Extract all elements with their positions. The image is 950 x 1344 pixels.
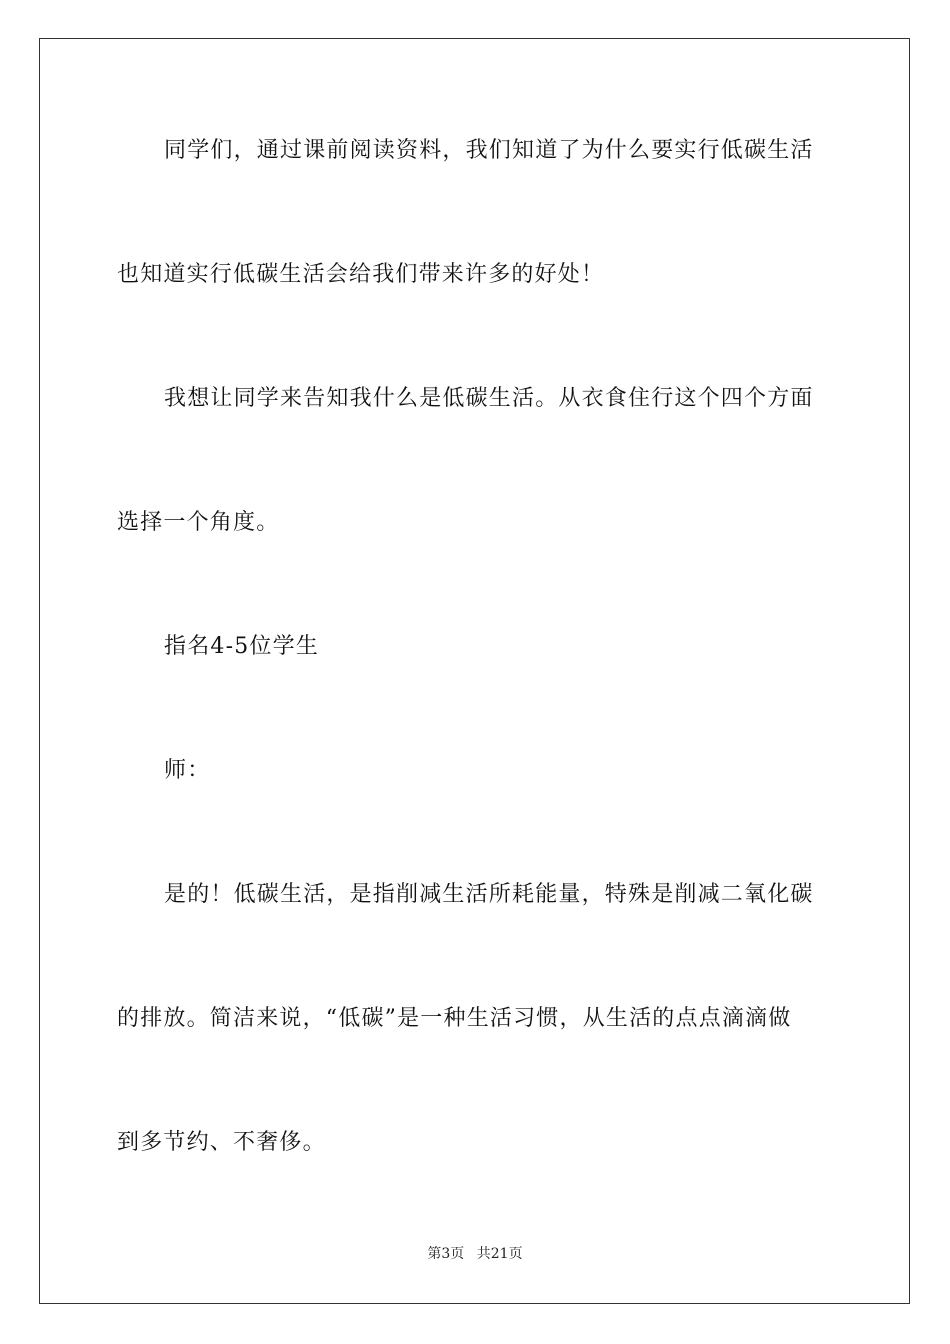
paragraph-line-6: 师： xyxy=(164,758,211,783)
paragraph-line-7: 是的！低碳生活，是指削减生活所耗能量，特殊是削减二氧化碳 xyxy=(164,882,814,907)
page-frame xyxy=(39,38,910,1304)
paragraph-line-8: 的排放。简洁来说，“低碳”是一种生活习惯，从生活的点点滴滴做 xyxy=(117,1006,792,1031)
paragraph-line-4: 选择一个角度。 xyxy=(117,510,280,535)
paragraph-line-9: 到多节约、不奢侈。 xyxy=(117,1130,326,1155)
paragraph-line-3: 我想让同学来告知我什么是低碳生活。从衣食住行这个四个方面 xyxy=(164,386,814,411)
paragraph-line-1: 同学们，通过课前阅读资料，我们知道了为什么要实行低碳生活 xyxy=(164,138,814,163)
paragraph-line-2: 也知道实行低碳生活会给我们带来许多的好处！ xyxy=(117,262,605,287)
paragraph-line-5: 指名4-5位学生 xyxy=(164,634,320,659)
page-footer xyxy=(0,1245,950,1263)
page-number-total: 共21页 xyxy=(476,1246,523,1262)
page-number-current: 第3页 xyxy=(427,1246,465,1262)
